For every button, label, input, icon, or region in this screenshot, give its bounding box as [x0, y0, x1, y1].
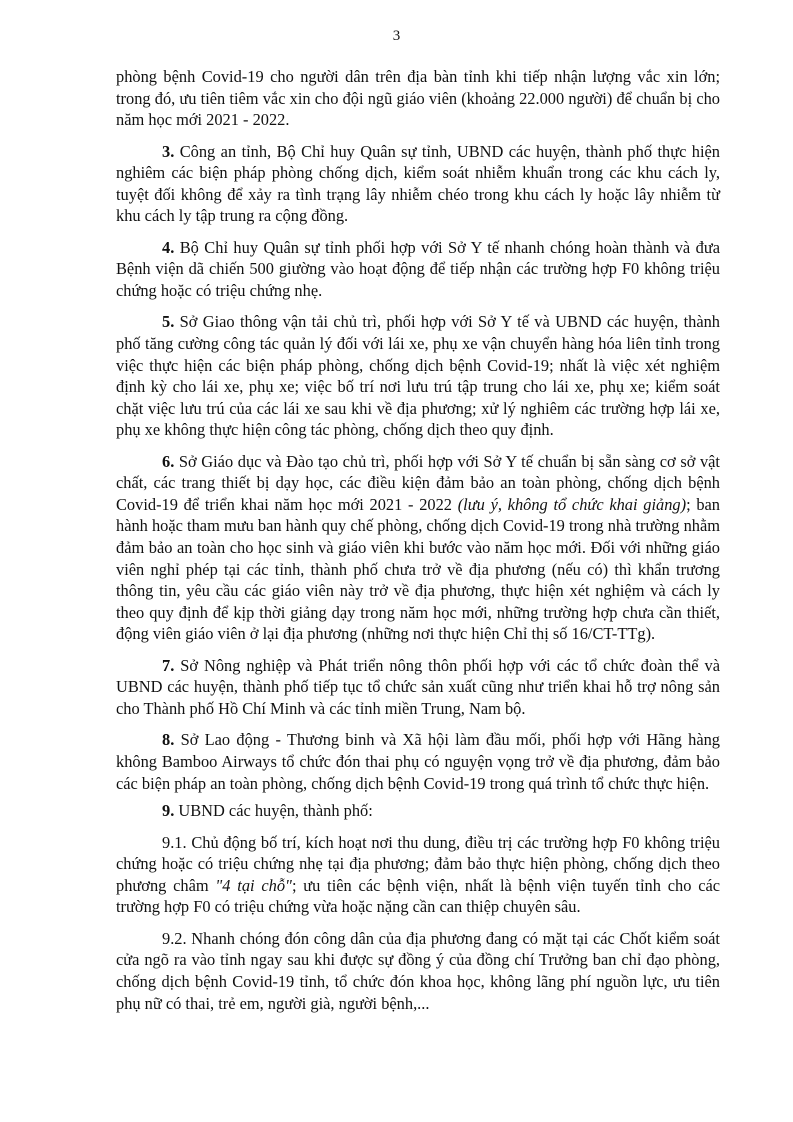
italic-note: (lưu ý, không tổ chức khai giảng) — [457, 494, 687, 514]
paragraph-continuation — [116, 66, 720, 131]
document-body — [116, 66, 720, 1014]
paragraph-text-cont: ; ưu tiên các bệnh viện, nhất là bệnh viện tuyến tỉnh cho các trường hợp F0 có triệu chứng vừa hoặc nặng cần can thiệp chuyên sâu. — [116, 875, 721, 917]
paragraph-text: Công an tỉnh, Bộ Chỉ huy Quân sự tỉnh, UBND các huyện, thành phố thực hiện nghiêm các biện pháp phòng chống dịch, kiểm soát nhiễm khuẩn trong các khu cách ly, tuyệt đối không để xảy ra tình trạng lây nhiễm chéo trong khu cách ly hoặc lây nhiễm từ khu cách ly tập trung ra cộng đồng. — [116, 141, 720, 226]
item-number: 9. — [162, 801, 175, 821]
paragraph-item-9-1 — [116, 832, 720, 918]
paragraph-text: phòng bệnh Covid-19 cho người dân trên địa bàn tỉnh khi tiếp nhận lượng vắc xin lớn; trong đó, ưu tiên tiêm vắc xin cho đội ngũ giáo viên (khoảng 22.000 người) để chuẩn bị cho năm học mới 2021 - 2022. — [116, 67, 720, 130]
item-number: 7. — [162, 655, 175, 675]
paragraph-text: UBND các huyện, thành phố: — [174, 801, 373, 821]
paragraph-item-5 — [116, 311, 720, 441]
item-number: 3. — [162, 141, 175, 161]
paragraph-text: 9.2. Nhanh chóng đón công dân của địa phương đang có mặt tại các Chốt kiểm soát cửa ngõ ra vào tỉnh ngay sau khi được sự đồng ý của đồng chí Trưởng ban chỉ đạo phòng, chống dịch bệnh Covid-19 tỉnh, tổ chức đón khoa học, không lãng phí nguồn lực, ưu tiên phụ nữ có thai, trẻ em, người già, người bệnh,... — [116, 928, 720, 1013]
paragraph-item-9 — [116, 800, 720, 822]
item-number: 4. — [162, 237, 175, 257]
paragraph-text: 9.1. Chủ động bố trí, kích hoạt nơi thu dung, điều trị các trường hợp F0 không triệu chứng hoặc có triệu chứng nhẹ tại địa phương; đảm bảo thực hiện phòng, chống dịch theo phương châm — [116, 832, 720, 895]
paragraph-text: Sở Nông nghiệp và Phát triển nông thôn phối hợp với các tổ chức đoàn thể và UBND các huyện, thành phố tiếp tục tổ chức sản xuất cũng như triển khai hỗ trợ nông sản cho Thành phố Hồ Chí Minh và các tỉnh miền Trung, Nam bộ. — [116, 655, 720, 719]
paragraph-text-cont: ; ban hành hoặc tham mưu ban hành quy chế phòng, chống dịch Covid-19 trong nhà trường nhằm đảm bảo an toàn cho học sinh và giáo viên khi bước vào năm học mới. Đối với những giáo viên nghỉ phép tại các tỉnh, thành phố chưa trở về địa phương (nếu có) thì khẩn trương thông tin, yêu cầu các giáo viên này trở về địa phương, thực hiện xét nghiệm và cách ly theo quy định để kịp thời giảng dạy trong năm học mới, những trường hợp chưa cần thiết, động viên giáo viên ở lại địa phương (những nơi thực hiện Chỉ thị số 16/CT-TTg). — [116, 494, 721, 644]
item-number: 5. — [162, 312, 175, 332]
italic-motto: "4 tại chỗ" — [215, 875, 292, 895]
paragraph-item-9-2 — [116, 928, 720, 1014]
paragraph-text: Sở Lao động - Thương binh và Xã hội làm đầu mối, phối hợp với Hãng hàng không Bamboo Airways tổ chức đón thai phụ có nguyện vọng trở về địa phương, đảm bảo các biện pháp an toàn phòng, chống dịch bệnh Covid-19 trong quá trình tổ chức thực hiện. — [116, 730, 720, 793]
paragraph-item-7 — [116, 655, 720, 720]
paragraph-text: Bộ Chỉ huy Quân sự tỉnh phối hợp với Sở Y tế nhanh chóng hoàn thành và đưa Bệnh viện dã chiến 500 giường vào hoạt động để tiếp nhận các trường hợp F0 không triệu chứng hoặc có triệu chứng nhẹ. — [116, 237, 720, 300]
paragraph-item-8 — [116, 729, 720, 794]
item-number: 8. — [162, 730, 175, 750]
paragraph-text: Sở Giáo dục và Đào tạo chủ trì, phối hợp với Sở Y tế chuẩn bị sẵn sàng cơ sở vật chất, các trang thiết bị dạy học, các điều kiện đảm bảo an toàn phòng, chống dịch bệnh Covid-19 để triển khai năm học mới 2021 - 2022 — [116, 451, 720, 514]
paragraph-item-6 — [116, 451, 720, 645]
paragraph-text: Sở Giao thông vận tải chủ trì, phối hợp với Sở Y tế và UBND các huyện, thành phố tăng cường công tác quản lý đối với lái xe, phụ xe vận chuyển hàng hóa liên tỉnh trong việc thực hiện các biện pháp phòng, chống dịch bệnh Covid-19; nhất là việc xét nghiệm định kỳ cho lái xe, phụ xe; việc bố trí nơi lưu trú tập trung cho lái xe, phụ xe; kiểm soát chặt việc lưu trú của các lái xe sau khi về địa phương; xử lý nghiêm các trường hợp lái xe, phụ xe không thực hiện công tác phòng, chống dịch theo quy định. — [116, 312, 720, 440]
paragraph-item-3 — [116, 141, 720, 227]
paragraph-item-4 — [116, 237, 720, 302]
page-number: 3 — [392, 28, 401, 44]
item-number: 6. — [162, 451, 175, 471]
